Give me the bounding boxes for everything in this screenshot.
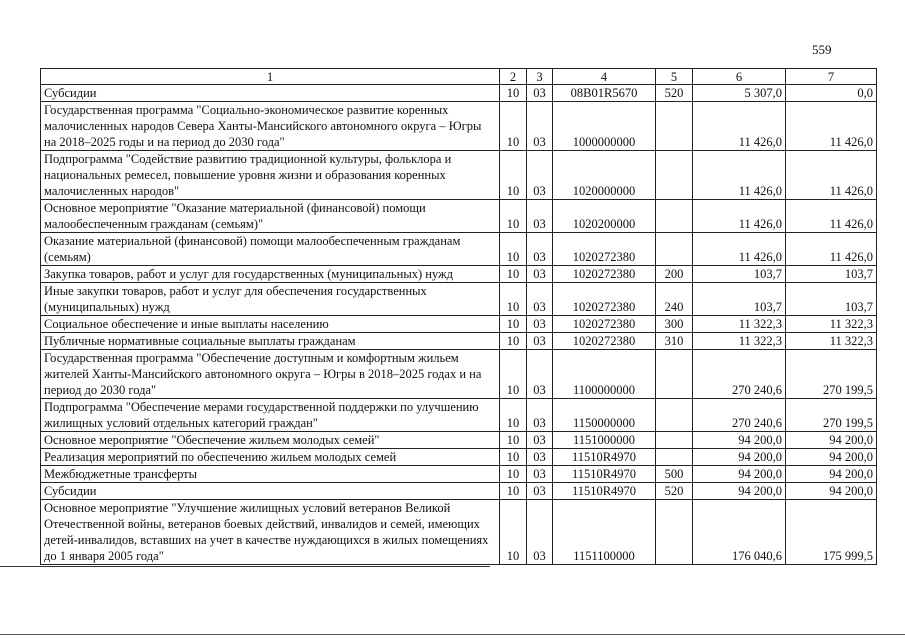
section-code-cell: 10	[500, 432, 527, 449]
table-row	[41, 432, 877, 449]
expense-type-cell	[656, 432, 693, 449]
table-row	[41, 500, 877, 565]
amount-col6-cell: 11 426,0	[693, 200, 786, 233]
section-code-cell: 10	[500, 466, 527, 483]
row-name-cell: Иные закупки товаров, работ и услуг для обеспечения государственных (муниципальных) нужд	[41, 283, 500, 316]
amount-col6-cell: 5 307,0	[693, 85, 786, 102]
target-article-cell: 1020272380	[553, 233, 656, 266]
amount-col7-cell: 94 200,0	[786, 432, 877, 449]
table-row	[41, 102, 877, 151]
target-article-cell: 1020272380	[553, 266, 656, 283]
amount-col7-cell: 94 200,0	[786, 466, 877, 483]
amount-col7-cell: 0,0	[786, 85, 877, 102]
row-name-cell: Субсидии	[41, 85, 500, 102]
subsection-code-cell: 03	[527, 200, 553, 233]
amount-col7-cell: 94 200,0	[786, 483, 877, 500]
amount-col7-cell: 270 199,5	[786, 399, 877, 432]
row-name-cell: Подпрограмма "Обеспечение мерами государственной поддержки по улучшению жилищных условий отдельных категорий граждан"	[41, 399, 500, 432]
target-article-cell: 1100000000	[553, 350, 656, 399]
bottom-rule	[0, 634, 905, 635]
expense-type-cell	[656, 350, 693, 399]
section-code-cell: 10	[500, 85, 527, 102]
row-name-cell: Социальное обеспечение и иные выплаты населению	[41, 316, 500, 333]
amount-col6-cell: 11 426,0	[693, 233, 786, 266]
expense-type-cell	[656, 200, 693, 233]
table-row	[41, 200, 877, 233]
amount-col7-cell: 11 426,0	[786, 151, 877, 200]
header-cell: 3	[527, 69, 553, 85]
scan-artifact-line	[0, 566, 490, 567]
header-cell: 2	[500, 69, 527, 85]
amount-col6-cell: 270 240,6	[693, 350, 786, 399]
subsection-code-cell: 03	[527, 316, 553, 333]
row-name-cell: Межбюджетные трансферты	[41, 466, 500, 483]
target-article-cell: 1020200000	[553, 200, 656, 233]
amount-col6-cell: 11 426,0	[693, 151, 786, 200]
target-article-cell: 08B01R5670	[553, 85, 656, 102]
header-cell: 4	[553, 69, 656, 85]
target-article-cell: 11510R4970	[553, 466, 656, 483]
amount-col6-cell: 94 200,0	[693, 466, 786, 483]
section-code-cell: 10	[500, 500, 527, 565]
table-row	[41, 283, 877, 316]
subsection-code-cell: 03	[527, 266, 553, 283]
subsection-code-cell: 03	[527, 233, 553, 266]
amount-col6-cell: 103,7	[693, 283, 786, 316]
row-name-cell: Государственная программа "Обеспечение доступным и комфортным жильем жителей Ханты-Мансийского автономного округа – Югры в 2018–2025 годах и на период до 2030 года"	[41, 350, 500, 399]
table-row	[41, 449, 877, 466]
subsection-code-cell: 03	[527, 85, 553, 102]
subsection-code-cell: 03	[527, 399, 553, 432]
expense-type-cell: 500	[656, 466, 693, 483]
row-name-cell: Реализация мероприятий по обеспечению жильем молодых семей	[41, 449, 500, 466]
subsection-code-cell: 03	[527, 500, 553, 565]
amount-col7-cell: 11 426,0	[786, 200, 877, 233]
target-article-cell: 11510R4970	[553, 483, 656, 500]
amount-col7-cell: 11 426,0	[786, 102, 877, 151]
amount-col7-cell: 11 322,3	[786, 333, 877, 350]
amount-col6-cell: 94 200,0	[693, 449, 786, 466]
subsection-code-cell: 03	[527, 102, 553, 151]
header-cell: 7	[786, 69, 877, 85]
subsection-code-cell: 03	[527, 432, 553, 449]
expense-type-cell	[656, 151, 693, 200]
section-code-cell: 10	[500, 283, 527, 316]
table-row	[41, 399, 877, 432]
target-article-cell: 1020000000	[553, 151, 656, 200]
expense-type-cell	[656, 500, 693, 565]
section-code-cell: 10	[500, 316, 527, 333]
amount-col6-cell: 11 322,3	[693, 316, 786, 333]
row-name-cell: Закупка товаров, работ и услуг для государственных (муниципальных) нужд	[41, 266, 500, 283]
row-name-cell: Основное мероприятие "Оказание материальной (финансовой) помощи малообеспеченным гражданам (семьям)"	[41, 200, 500, 233]
table-row	[41, 483, 877, 500]
section-code-cell: 10	[500, 333, 527, 350]
table-row	[41, 350, 877, 399]
header-cell: 6	[693, 69, 786, 85]
amount-col7-cell: 103,7	[786, 266, 877, 283]
subsection-code-cell: 03	[527, 151, 553, 200]
subsection-code-cell: 03	[527, 449, 553, 466]
expense-type-cell: 310	[656, 333, 693, 350]
table-row	[41, 85, 877, 102]
header-row	[41, 69, 877, 85]
header-cell: 5	[656, 69, 693, 85]
section-code-cell: 10	[500, 233, 527, 266]
expense-type-cell: 300	[656, 316, 693, 333]
subsection-code-cell: 03	[527, 483, 553, 500]
amount-col7-cell: 103,7	[786, 283, 877, 316]
row-name-cell: Основное мероприятие "Улучшение жилищных условий ветеранов Великой Отечественной войны, ветеранов боевых действий, инвалидов и семей, имеющих детей-инвалидов, вставших на учет в качестве нуждающихся в жилых помещениях до 1 января 2005 года"	[41, 500, 500, 565]
target-article-cell: 1020272380	[553, 283, 656, 316]
amount-col6-cell: 176 040,6	[693, 500, 786, 565]
expense-type-cell	[656, 102, 693, 151]
amount-col6-cell: 94 200,0	[693, 483, 786, 500]
expense-type-cell	[656, 399, 693, 432]
amount-col6-cell: 11 426,0	[693, 102, 786, 151]
amount-col7-cell: 11 426,0	[786, 233, 877, 266]
amount-col7-cell: 270 199,5	[786, 350, 877, 399]
amount-col6-cell: 94 200,0	[693, 432, 786, 449]
expense-type-cell	[656, 233, 693, 266]
target-article-cell: 1020272380	[553, 333, 656, 350]
expense-type-cell: 200	[656, 266, 693, 283]
target-article-cell: 1151000000	[553, 432, 656, 449]
expense-type-cell: 520	[656, 85, 693, 102]
section-code-cell: 10	[500, 200, 527, 233]
section-code-cell: 10	[500, 483, 527, 500]
section-code-cell: 10	[500, 102, 527, 151]
table-row	[41, 233, 877, 266]
target-article-cell: 1020272380	[553, 316, 656, 333]
table-row	[41, 316, 877, 333]
table-row	[41, 333, 877, 350]
subsection-code-cell: 03	[527, 350, 553, 399]
amount-col7-cell: 94 200,0	[786, 449, 877, 466]
section-code-cell: 10	[500, 449, 527, 466]
row-name-cell: Подпрограмма "Содействие развитию традиционной культуры, фольклора и национальных ремесел, повышение уровня жизни и образования коренных малочисленных народов"	[41, 151, 500, 200]
expense-type-cell: 240	[656, 283, 693, 316]
row-name-cell: Субсидии	[41, 483, 500, 500]
table-row	[41, 466, 877, 483]
row-name-cell: Публичные нормативные социальные выплаты гражданам	[41, 333, 500, 350]
amount-col7-cell: 175 999,5	[786, 500, 877, 565]
target-article-cell: 1151100000	[553, 500, 656, 565]
target-article-cell: 11510R4970	[553, 449, 656, 466]
amount-col6-cell: 270 240,6	[693, 399, 786, 432]
subsection-code-cell: 03	[527, 333, 553, 350]
amount-col6-cell: 11 322,3	[693, 333, 786, 350]
expense-type-cell: 520	[656, 483, 693, 500]
amount-col7-cell: 11 322,3	[786, 316, 877, 333]
row-name-cell: Основное мероприятие "Обеспечение жильем молодых семей"	[41, 432, 500, 449]
subsection-code-cell: 03	[527, 283, 553, 316]
section-code-cell: 10	[500, 266, 527, 283]
table-row	[41, 266, 877, 283]
target-article-cell: 1000000000	[553, 102, 656, 151]
target-article-cell: 1150000000	[553, 399, 656, 432]
section-code-cell: 10	[500, 350, 527, 399]
expense-type-cell	[656, 449, 693, 466]
section-code-cell: 10	[500, 399, 527, 432]
section-code-cell: 10	[500, 151, 527, 200]
table-row	[41, 151, 877, 200]
page-number: 559	[812, 42, 832, 57]
header-cell: 1	[41, 69, 500, 85]
row-name-cell: Оказание материальной (финансовой) помощи малообеспеченным гражданам (семьям)	[41, 233, 500, 266]
row-name-cell: Государственная программа "Социально-экономическое развитие коренных малочисленных народов Севера Ханты-Мансийского автономного округа – Югры на 2018–2025 годы и на период до 2030 года"	[41, 102, 500, 151]
budget-table	[40, 68, 877, 565]
subsection-code-cell: 03	[527, 466, 553, 483]
amount-col6-cell: 103,7	[693, 266, 786, 283]
